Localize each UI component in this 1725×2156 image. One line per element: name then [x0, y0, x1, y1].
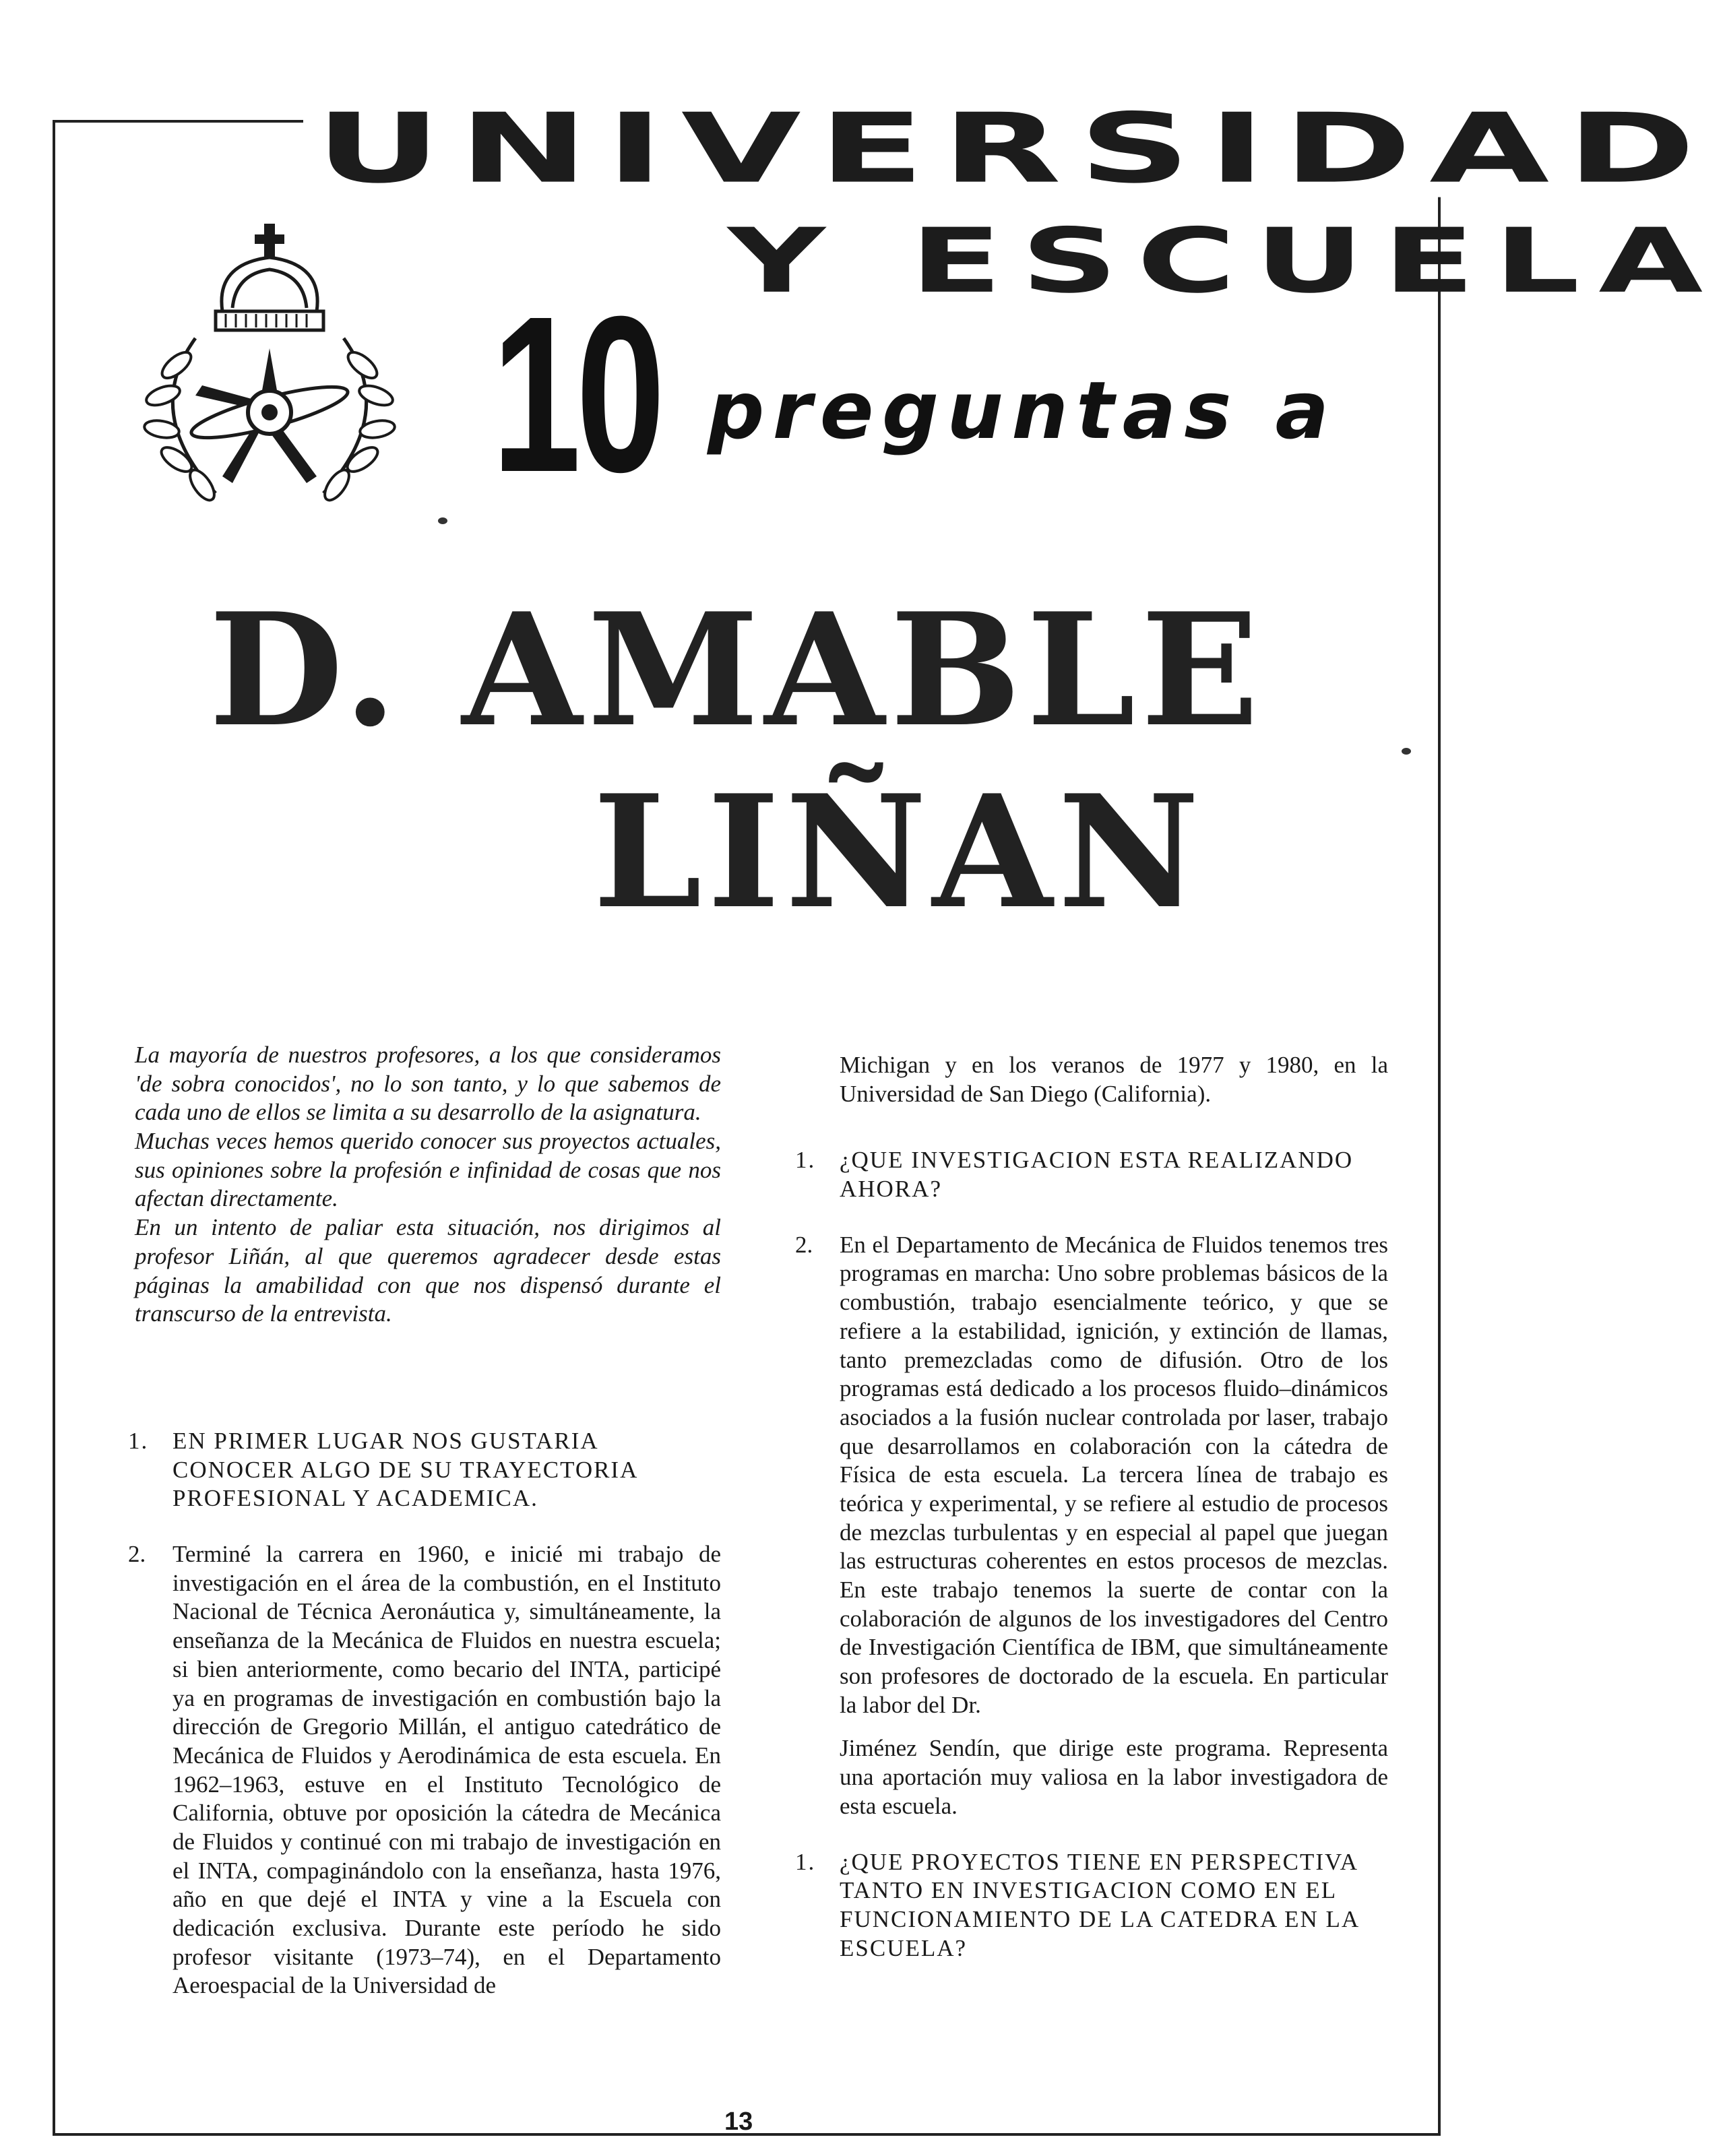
- question-text: EN PRIMER LUGAR NOS GUSTARIA CONOCER ALGO DE SU TRAYECTORIA PROFESIONAL Y ACADEMICA.: [172, 1428, 637, 1512]
- intro-paragraph: En un intento de paliar esta situación, nos dirigimos al profesor Liñán, al que queremos agradecer desde estas páginas la amabilidad con que nos dispensó durante el transcurso de la entrevista.: [135, 1214, 721, 1327]
- question-number: 1.: [128, 1428, 149, 1454]
- subtitle-preguntas: preguntas a: [708, 364, 1338, 457]
- question-text: ¿QUE PROYECTOS TIENE EN PERSPECTIVA TANTO EN INVESTIGACION COMO EN EL FUNCIONAMIENTO DE LA CATEDRA EN LA ESCUELA?: [840, 1848, 1359, 1961]
- print-speck: [1402, 748, 1411, 755]
- question-1: [128, 1427, 721, 1513]
- interviewee-name-line1: D. AMABLE: [209, 579, 1265, 761]
- masthead-universidad: UNIVERSIDAD: [303, 101, 1725, 197]
- answer-2: [795, 1231, 1388, 1720]
- question-number: 1.: [795, 1147, 816, 1174]
- number-ten: 10: [492, 270, 660, 518]
- answer-text: Terminé la carrera en 1960, e inicié mi trabajo de investigación en el área de la combustión, en el Instituto Nacional de Técnica Aeronáutica y, simultáneamente, la enseñanza de la Mecánica de Fluidos en nuestra escuela; si bien anteriormente, como becario del INTA, participé ya en programas de investigación en combustión bajo la dirección de Gregorio Millán, el antiguo catedrático de Mecánica de Fluidos y Aerodinámica de esta escuela. En 1962–1963, estuve en el Instituto Tecnológico de California, obtuve por oposición la cátedra de Mecánica de Fluidos y continué con mi trabajo de investigación en el INTA, compaginándolo con la enseñanza, hasta 1976, año en que dejé el INTA y vine a la Escuela con dedicación exclusiva. Durante este período he sido profesor visitante (1973–74), en el Departamento Aeroespacial de la Universidad de: [172, 1541, 721, 1999]
- intro-paragraph: La mayoría de nuestros profesores, a los que consideramos 'de sobra conocidos', no lo son tanto, y lo que sabemos de cada uno de ellos se limita a su desarrollo de la asignatura.: [135, 1042, 721, 1126]
- intro-paragraph: Muchas veces hemos querido conocer sus proyectos actuales, sus opiniones sobre la profesión e infinidad de cosas que nos afectan directamente.: [135, 1128, 721, 1212]
- page-number: 13: [724, 2107, 753, 2136]
- continuation-text: Michigan y en los veranos de 1977 y 1980, en la Universidad de San Diego (California).: [840, 1052, 1388, 1107]
- answer-number: 2.: [128, 1541, 146, 1568]
- crown-emblem-icon: [115, 210, 425, 520]
- question-3: [795, 1848, 1388, 1963]
- answer-text: Jiménez Sendín, que dirige este programa. Representa una aportación muy valiosa en la labor investigadora de esta escuela.: [840, 1735, 1388, 1819]
- answer-1-continuation: [795, 1051, 1388, 1108]
- answer-number: 2.: [795, 1231, 813, 1258]
- intro-text: [135, 1041, 721, 1329]
- answer-text: En el Departamento de Mecánica de Fluidos tenemos tres programas en marcha: Uno sobre problemas básicos de la combustión, trabajo esencialmente teórico, y que se refiere a la estabilidad, ignición, y extinción de llamas, tanto premezcladas como de difusión. Otro de los programas está dedicado a los procesos fluido–dinámicos asociados a la fusión nuclear controlada por laser, trabajo que desarrollamos en colaboración con la cátedra de Física de esta escuela. La tercera línea de trabajo es teórica y experimental, y se refiere al estudio de procesos de mezclas turbulentas y en especial al papel que juegan las estructuras coherentes en estos procesos de mezclas. En este trabajo tenemos la suerte de contar con la colaboración de algunos de los investigadores del Centro de Investigación Científica de IBM, que simultáneamente son profesores de doctorado de la escuela. En particular la labor del Dr.: [840, 1231, 1388, 1718]
- left-column: [128, 1427, 721, 2027]
- answer-2-continuation: [795, 1734, 1388, 1820]
- right-column: [795, 1051, 1388, 1990]
- interviewee-name-line2: LIÑAN: [593, 761, 1205, 943]
- masthead-y-escuela: Y ESCUELA: [728, 209, 1722, 313]
- answer-1: [128, 1540, 721, 2000]
- question-number: 1.: [795, 1848, 816, 1875]
- question-text: ¿QUE INVESTIGACION ESTA REALIZANDO AHORA?: [840, 1147, 1354, 1203]
- question-2: [795, 1146, 1388, 1203]
- print-speck: [438, 517, 447, 524]
